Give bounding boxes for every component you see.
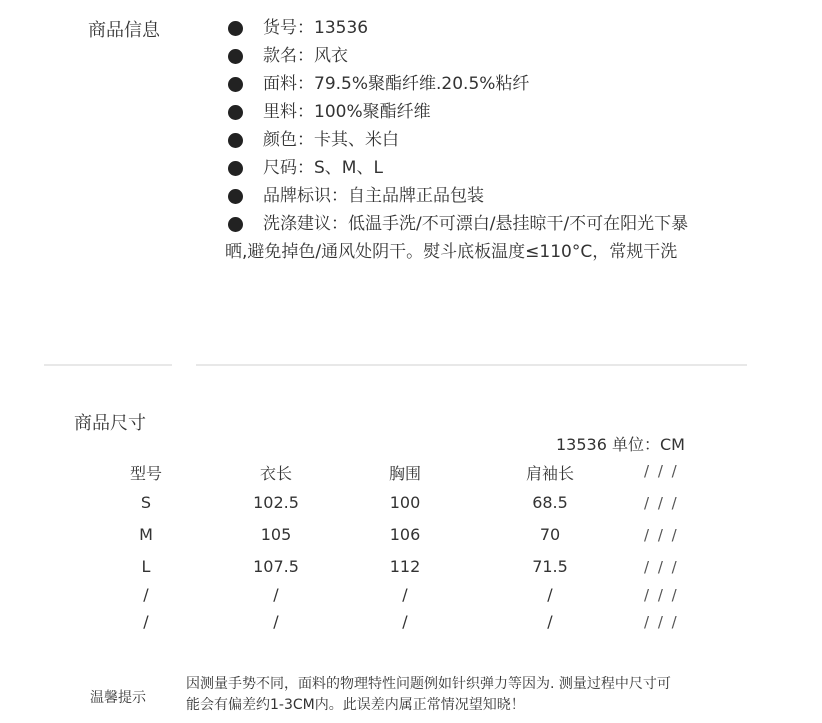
size-table-title: 商品尺寸 <box>74 413 146 434</box>
info-item-fabric: 面料：79.5%聚酯纤维.20.5%粘纤 <box>225 70 765 98</box>
header-sleeve: 肩袖长 <box>525 464 575 483</box>
notice-text <box>186 674 746 716</box>
info-item-color: 颜色：卡其、米白 <box>225 126 765 154</box>
header-chest: 胸围 <box>388 464 422 483</box>
notice-line: 能会有偏差约1-3CM内。此误差内属正常情况望知晓！ <box>186 697 525 713</box>
info-item-style: 款名：风衣 <box>225 42 765 70</box>
header-placeholder: / / / <box>644 462 679 480</box>
divider-left <box>44 364 172 366</box>
info-item-lining: 里料：100%聚酯纤维 <box>225 98 765 126</box>
washing-continuation: 晒,避免掉色/通风处阴干。熨斗底板温度≤110°C，常规干洗 <box>225 242 678 262</box>
info-item-brand: 品牌标识：自主品牌正品包装 <box>225 182 765 210</box>
notice-line: 因测量手势不同，面料的物理特性问题例如针织弹力等因为. 测量过程中尺寸可 <box>186 676 671 692</box>
product-info-title: 商品信息 <box>88 20 160 41</box>
info-item-washing: 洗涤建议：低温手洗/不可漂白/悬挂晾干/不可在阳光下暴 晒,避免掉色/通风处阴干。熨斗底板温度≤110°C，常规干洗 <box>225 210 765 238</box>
bullet-icon <box>228 161 243 176</box>
notice-label: 温馨提示 <box>90 690 146 706</box>
bullet-icon <box>228 189 243 204</box>
header-size: 型号 <box>129 464 163 483</box>
info-item-sku: 货号：13536 <box>225 14 765 42</box>
unit-label: 13536 单位：CM <box>556 435 685 454</box>
bullet-icon <box>228 133 243 148</box>
bullet-icon <box>228 105 243 120</box>
bullet-icon <box>228 77 243 92</box>
info-item-size: 尺码：S、M、L <box>225 154 765 182</box>
divider-right <box>196 364 747 366</box>
bullet-icon <box>228 21 243 36</box>
bullet-icon <box>228 49 243 64</box>
header-length: 衣长 <box>259 464 293 483</box>
product-info-list <box>225 14 765 262</box>
bullet-icon <box>228 217 243 232</box>
